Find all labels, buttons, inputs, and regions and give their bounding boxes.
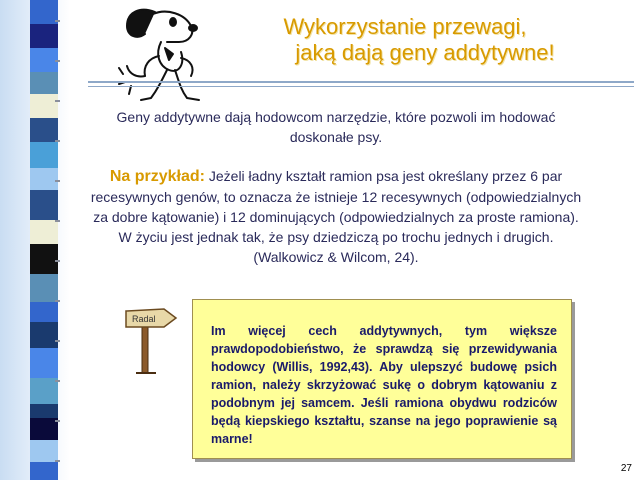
strip-block [30, 168, 58, 190]
title-line-1: Wykorzystanie przewagi, [283, 14, 527, 39]
signpost-icon [122, 305, 182, 380]
strip-block [30, 118, 58, 142]
example-lead: Na przykład: [109, 168, 205, 185]
cartoon-dog-icon [115, 4, 215, 108]
callout-box [192, 299, 572, 459]
title-divider-thin [88, 86, 634, 87]
strip-block [30, 142, 58, 168]
strip-block [30, 404, 58, 418]
strip-block [30, 322, 58, 348]
decorative-side-strip [0, 0, 70, 480]
example-paragraph [86, 166, 586, 267]
slide-number: 27 [620, 463, 632, 474]
strip-block [30, 302, 58, 322]
strip-block [30, 190, 58, 220]
strip-block [30, 348, 58, 378]
strip-block [30, 24, 58, 48]
strip-block [30, 220, 58, 244]
strip-block [30, 440, 58, 462]
strip-block [30, 94, 58, 118]
title-line-2: jaką dają geny addytywne! [295, 40, 555, 65]
strip-block [30, 418, 58, 440]
strip-block [30, 0, 58, 24]
strip-block [30, 462, 58, 480]
strip-block [30, 48, 58, 72]
strip-block [30, 72, 58, 94]
example-body: Jeżeli ładny kształt ramion psa jest określany przez 6 par recesywnych genów, to oznacza że istnieje 12 recesywnych (odpowiedzialnych za dobre kątowanie) i 12 dominujących (odpowiedzialnych za proste ramiona). W życiu jest jednak tak, że psy dziedziczą po trochu jednych i drugich. (Walkowicz & Wilcom, 24). [90, 168, 582, 265]
callout-text: Im więcej cech addytywnych, tym większe prawdopodobieństwo, że sprawdzą się przewidywania hodowcy (Willis, 1992,43). Aby ulepszyć budowę psich ramion, należy skrzyżować sukę o dobrym kątowaniu z podobnym jej samcem. Jeśli ramiona obydwu rodziców będą kiepskiego kształtu, szanse na jego poprawienie są marne! [211, 324, 557, 446]
slide-title [225, 14, 615, 66]
strip-block [30, 244, 58, 274]
strip-block [30, 274, 58, 302]
title-divider [88, 81, 634, 83]
strip-block [30, 378, 58, 404]
intro-paragraph: Geny addytywne dają hodowcom narzędzie, które pozwoli im hodować doskonałe psy. [116, 109, 556, 145]
signpost-label: Radal [132, 314, 156, 324]
